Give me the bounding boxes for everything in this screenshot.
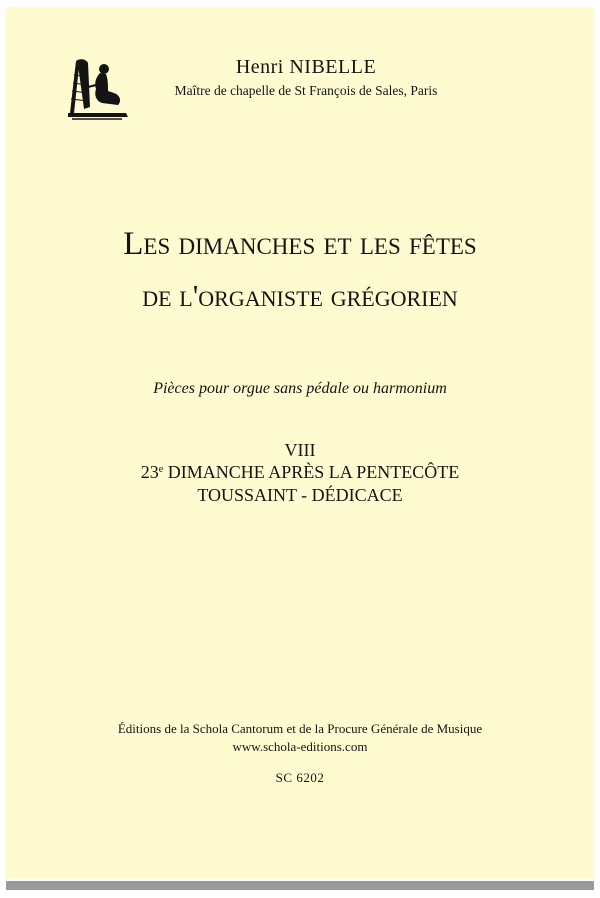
- publisher-block: [0, 720, 600, 756]
- volume-block: [0, 440, 600, 507]
- composer-block: [171, 56, 441, 99]
- volume-occasion-1-text: DIMANCHE APRÈS LA PENTECÔTE: [163, 462, 460, 482]
- catalog-number: SC 6202: [275, 770, 325, 785]
- volume-occasion-1: [0, 461, 600, 484]
- volume-ordinal: 23: [140, 462, 159, 482]
- bottom-strip: [6, 881, 594, 890]
- title-line-1: Les dimanches et les fêtes: [123, 226, 477, 262]
- volume-ordinal-suffix: e: [158, 464, 164, 475]
- subtitle: Pièces pour orgue sans pédale ou harmonium: [153, 380, 447, 397]
- harp-player-icon: [66, 55, 138, 123]
- publisher-name: Éditions de la Schola Cantorum et de la Procure Générale de Musique: [117, 721, 483, 736]
- volume-occasion-2: TOUSSAINT - DÉDICACE: [197, 485, 403, 505]
- title-line-2: de l'organiste grégorien: [142, 278, 458, 313]
- volume-number: VIII: [284, 440, 316, 460]
- composer-role: Maître de chapelle de St François de Sales, Paris: [174, 83, 438, 98]
- publisher-website: www.schola-editions.com: [232, 739, 368, 754]
- composer-name: Henri NIBELLE: [235, 56, 377, 78]
